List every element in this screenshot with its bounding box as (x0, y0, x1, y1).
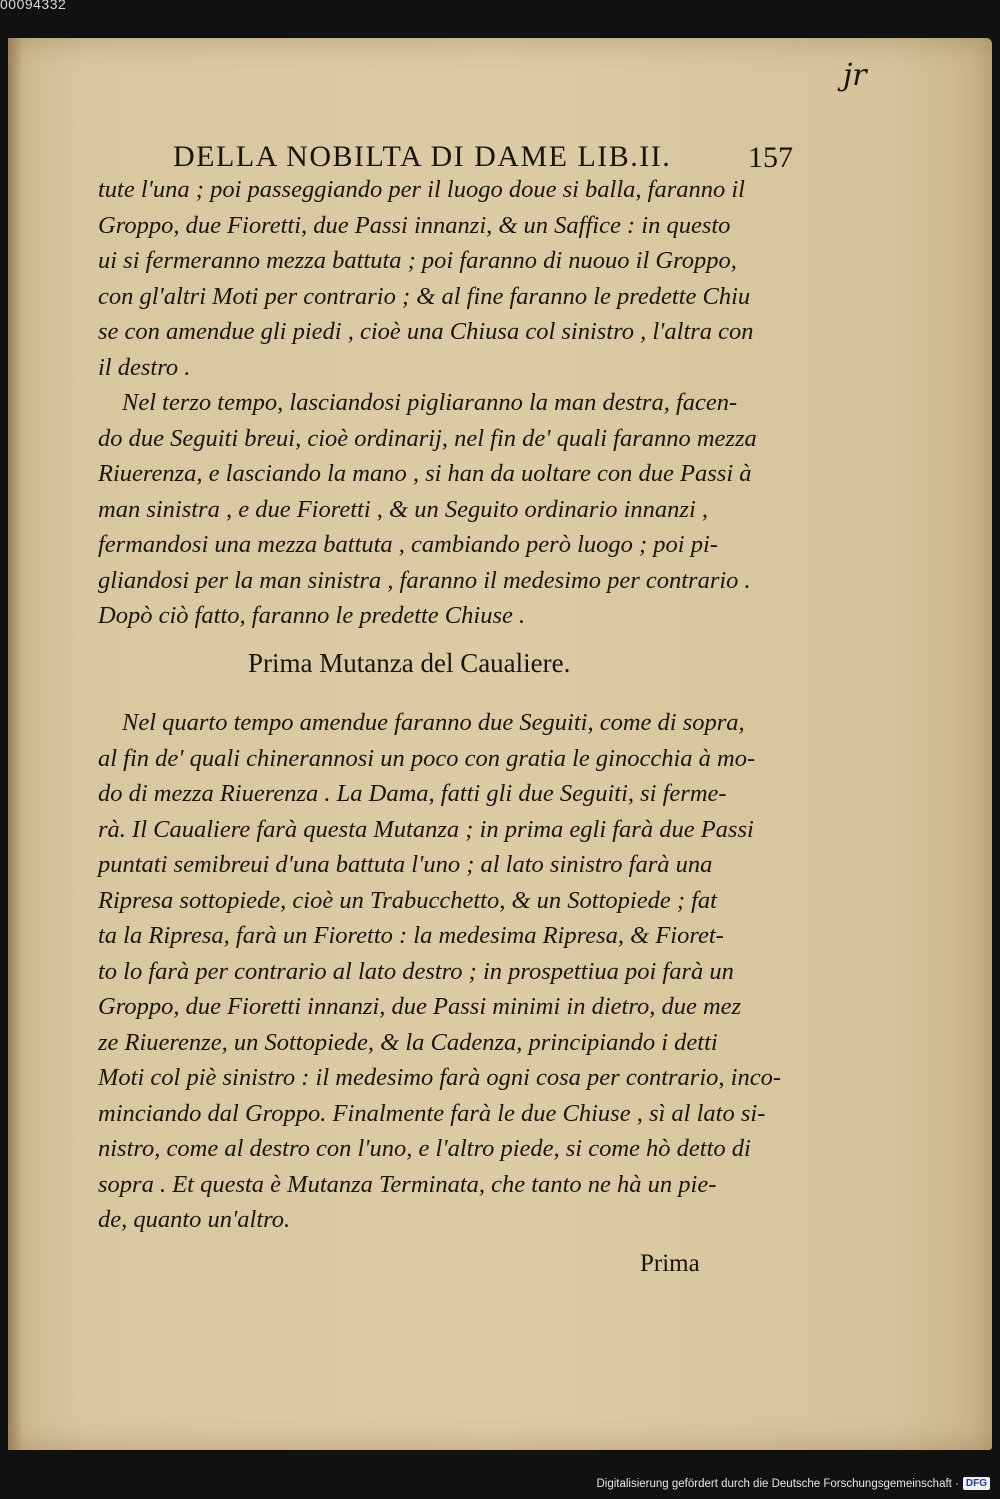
text-line: de, quanto un'altro. (98, 1206, 291, 1233)
text-line: Riuerenza, e lasciando la mano , si han da uoltare con due Passi à (98, 460, 752, 487)
running-head: DELLA NOBILTA DI DAME LIB.II. (173, 140, 672, 173)
paragraph-block-top (98, 172, 788, 634)
text-line: man sinistra , e due Fioretti , & un Seguito ordinario innanzi , (98, 495, 708, 523)
text-line: Dopò ciò fatto, faranno le predette Chiuse . (98, 602, 526, 629)
page-number: 157 (748, 141, 793, 174)
text-line: do di mezza Riuerenza . La Dama, fatti gli due Seguiti, si ferme- (98, 780, 727, 807)
text-line: il destro . (98, 353, 191, 381)
text-line: Groppo, due Fioretti, due Passi innanzi, & un Saffice : in questo (98, 211, 731, 239)
text-line: Nel terzo tempo, lasciandosi pigliaranno la man destra, facen- (122, 389, 738, 416)
text-line: Ripresa sottopiede, cioè un Trabucchetto, & un Sottopiede ; fat (98, 886, 717, 914)
text-line: al fin de' quali chinerannosi un poco con gratia le ginocchia à mo- (98, 744, 756, 772)
section-heading: Prima Mutanza del Caualiere. (248, 648, 571, 678)
dfg-logo-icon: DFG (963, 1477, 990, 1490)
text-line: tute l'una ; poi passeggiando per il luogo doue si balla, faranno il (98, 176, 745, 203)
catchword: Prima (640, 1250, 700, 1277)
text-line: fermandosi una mezza battuta , cambiando però luogo ; poi pi- (98, 531, 718, 558)
handwritten-mark: jr (843, 58, 867, 93)
text-line: sopra . Et questa è Mutanza Terminata, che tanto ne hà un pie- (98, 1170, 717, 1198)
scan-id-label: 00094332 (0, 0, 67, 12)
text-line: Groppo, due Fioretti innanzi, due Passi minimi in dietro, due mez (98, 993, 742, 1020)
digitization-credit (596, 1477, 990, 1490)
text-line: Nel quarto tempo amendue faranno due Seguiti, come di sopra, (122, 709, 745, 736)
text-line: nistro, come al destro con l'uno, e l'altro piede, si come hò detto di (98, 1135, 751, 1162)
text-line: ta la Ripresa, farà un Fioretto : la medesima Ripresa, & Fioret- (98, 922, 724, 949)
text-line: puntati semibreui d'una battuta l'uno ; al lato sinistro farà una (98, 851, 713, 878)
text-line: to lo farà per contrario al lato destro ; in prospettiua poi farà un (98, 957, 734, 985)
text-line: ui si fermeranno mezza battuta ; poi faranno di nuouo il Groppo, (98, 247, 737, 274)
text-line: gliandosi per la man sinistra , faranno il medesimo per contrario . (98, 566, 751, 594)
text-line: Moti col piè sinistro : il medesimo farà ogni cosa per contrario, inco- (98, 1064, 781, 1091)
text-line: minciando dal Groppo. Finalmente farà le due Chiuse , sì al lato si- (98, 1099, 766, 1127)
text-line: rà. Il Caualiere farà questa Mutanza ; in prima egli farà due Passi (98, 815, 754, 843)
text-line: se con amendue gli piedi , cioè una Chiusa col sinistro , l'altra con (98, 318, 754, 345)
paragraph-block-bottom (98, 705, 788, 1238)
text-line: ze Riuerenze, un Sottopiede, & la Cadenza, principiando i detti (98, 1028, 718, 1056)
credit-text: Digitalisierung gefördert durch die Deutsche Forschungsgemeinschaft · (596, 1477, 959, 1490)
text-line: con gl'altri Moti per contrario ; & al fine faranno le predette Chiu (98, 282, 751, 310)
text-line: do due Seguiti breui, cioè ordinarij, nel fin de' quali faranno mezza (98, 424, 757, 452)
